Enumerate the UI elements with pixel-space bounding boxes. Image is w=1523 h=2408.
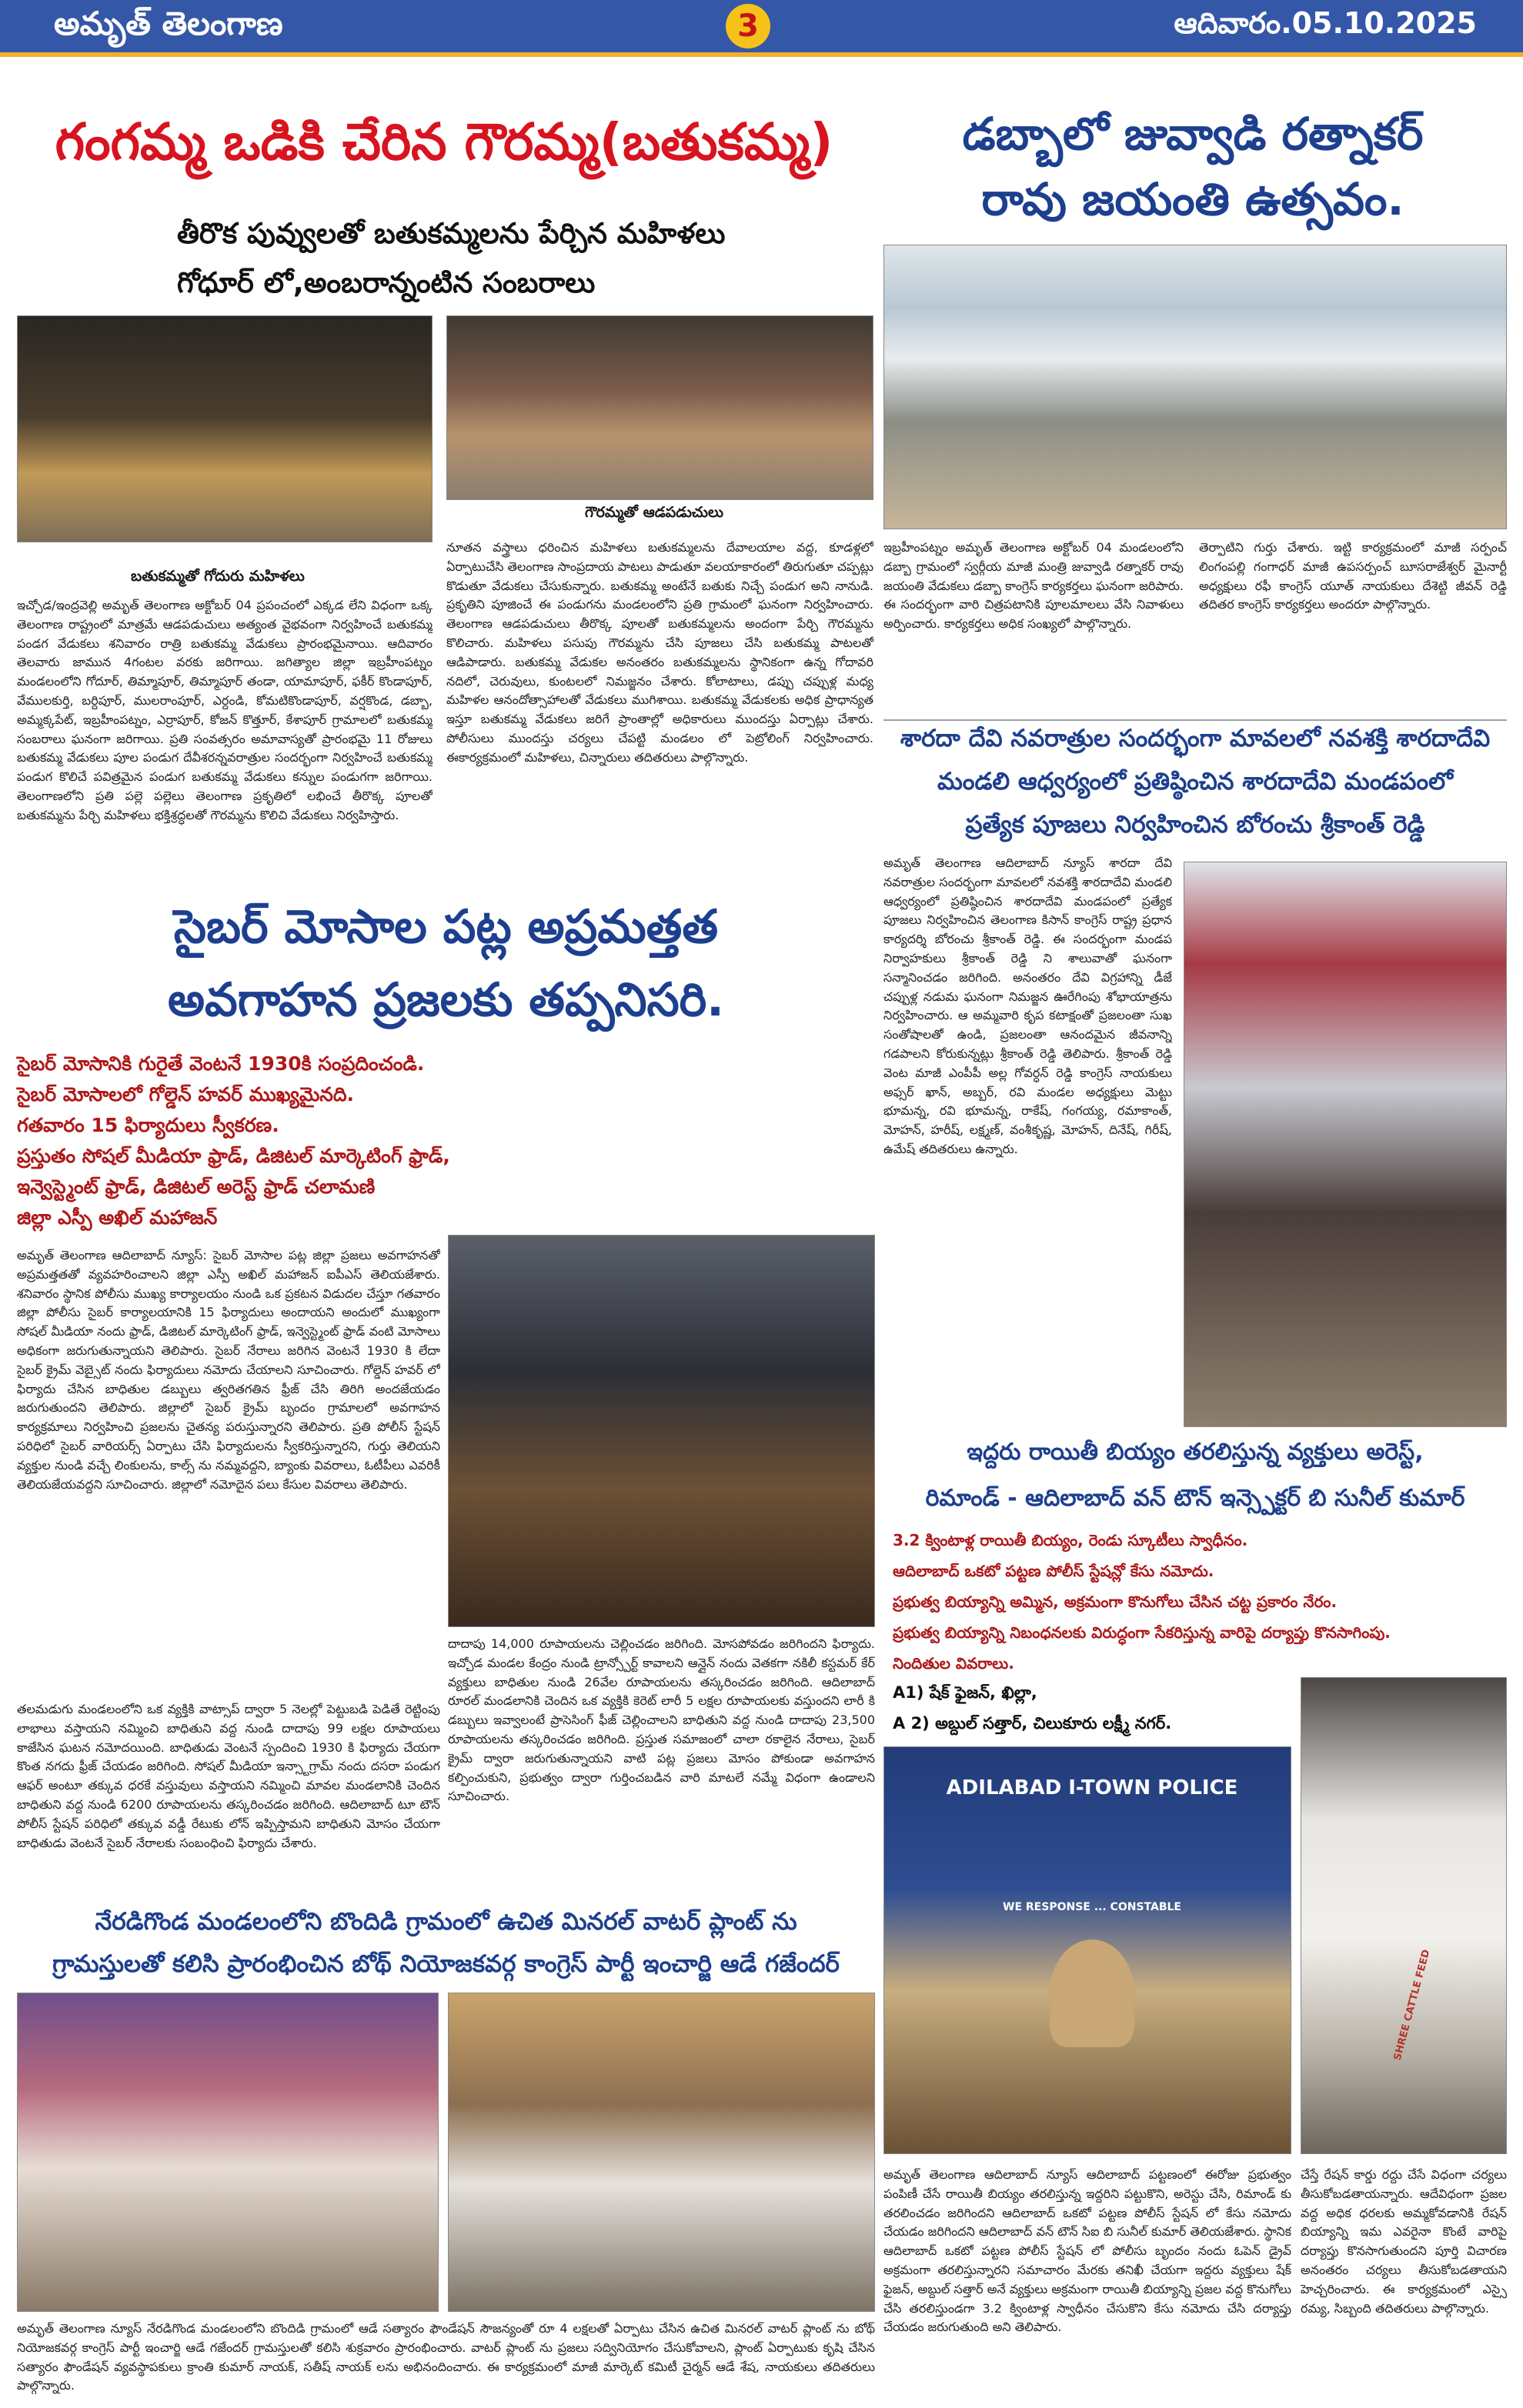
bathukamma-photo-right — [446, 315, 873, 500]
bathukamma-subhead-1: తీరొక పువ్వులతో బతుకమ్మలను పేర్చిన మహిళలు — [177, 217, 726, 250]
bathukamma-caption-left: బతుకమ్మతో గోదురు మహిళలు — [131, 568, 305, 585]
bathukamma-subhead-2: గోధూర్ లో,అంబరాన్నంటిన సంబరాలు — [177, 266, 596, 299]
water-headline-2: గ్రామస్తులతో కలిసి ప్రారంభించిన బోథ్ నియోజకవర్గ కాంగ్రెస్ పార్టీ ఇంచార్జి ఆడే గజేందర్ — [52, 1950, 840, 1978]
rice-accused-2: A 2) అబ్దుల్ సత్తార్, చిలుకూరు లక్ష్మీ నగర్. — [893, 1714, 1172, 1733]
sharadadevi-headline-3: ప్రత్యేక పూజలు నిర్వహించిన బోరంచు శ్రీకాంత్ రెడ్డి — [965, 811, 1425, 839]
cyber-point-2: సైబర్ మోసాలలో గోల్డెన్ హవర్ ముఖ్యమైనది. — [17, 1083, 354, 1106]
rice-accused-1: A1) షేక్ ఫైజన్, ఖిల్లా, — [893, 1683, 1037, 1702]
water-photo-left — [17, 1993, 439, 2312]
rice-body-right: చేస్తే రేషన్ కార్డు రద్దు చేసే విధంగా చర్యలు తీసుకోబడతాయన్నారు. ఆదేవిధంగా ప్రజల వద్ద అధిక ధరలకు అమ్మకోవడానికి రేషన్ బియ్యాన్ని ఇమ ఎవరైనా కొంటే వారిపై దర్యాప్తు కొనసాగుతుందని పూర్తి విచారణ అనంతరం చర్యలు తీసుకోబడతాయని హెచ్చరించారు. ఈ కార్యక్రమంలో ఎస్సై రమ్య, సిబ్బంది తదితరులు పాల్గొన్నారు. — [1301, 2167, 1507, 2316]
police-sign-text: ADILABAD I-TOWN POLICE — [946, 1776, 1238, 1799]
cyber-point-6: జిల్లా ఎస్పీ అఖిల్ మహాజన్ — [17, 1206, 218, 1229]
water-photo-right — [448, 1993, 875, 2312]
cyber-point-3: గతవారం 15 ఫిర్యాదులు స్వీకరణ. — [17, 1114, 279, 1136]
sharadadevi-body: అమృత్ తెలంగాణ ఆదిలాబాద్ న్యూస్ శారదా దేవి నవరాత్రుల సందర్భంగా మావలలో నవశక్తి శారదాదేవి మండలి ఆధ్వర్యంలో ప్రతిష్ఠించిన శారదాదేవి మండపంలో ప్రత్యేక పూజలు నిర్వహించిన తెలంగాణ కిసాన్ కాంగ్రెస్ రాష్ట్ర ప్రధాన కార్యదర్శి బోరంచు శ్రీకాంత్ రెడ్డి. ఈ సందర్భంగా మండప నిర్వాహకులు శ్రీకాంత్ రెడ్డి ని శాలువాతో ఘనంగా సన్మానించడం జరిగింది. అనంతరం దేవి విగ్రహాన్ని డీజే చప్పుళ్ల నడుమ ఘనంగా నిమజ్జన ఊరేగింపు శోభాయాత్రను నిర్వహించారు. ఆ అమ్మవారి కృప కటాక్షంతో ప్రజలంతా సుఖ సంతోషాలతో ఉండి, ప్రజలంతా ఆనందమైన జీవనాన్ని గడపాలని కోరుకున్నట్లు శ్రీకాంత్ రెడ్డి తెలిపారు. శ్రీకాంత్ రెడ్డి వెంట మాజీ ఎంపీపీ అల్ల గోవర్ధన్ రెడ్డి కాంగ్రెస్ నాయకులు అఫ్సర్ ఖాన్, అబ్బర్, రవి మండల అధ్యక్షులు మెట్టు భూమన్న, రవి భూమన్న, రాకేష్, గంగయ్య, రమాకాంత్, మోహన్, హరీష్, లక్ష్మణ్, వంశీకృష్ణ, మోహన్, దినేష్, గిరీష్, ఉమేష్ తదితరులు ఉన్నారు. — [883, 855, 1172, 1156]
rice-sacks-photo — [1301, 1677, 1507, 2154]
section-divider — [883, 719, 1507, 721]
bathukamma-body-right: నూతన వస్త్రాలు ధరించిన మహిళలు బతుకమ్మలను దేవాలయాల వద్ద, కూడళ్లలో ఏర్పాటుచేసి తెలంగాణ సాంప్రదాయ పాటలు పాడుతూ వలయాకారంలో తిరుగుతూ చప్పట్లు కొడుతూ వేడుకలు చేసుకున్నారు. బతుకమ్మ అంటేనే బతుకు నిచ్చే పండుగ అని నానుడి. ప్రకృతిని పూజించే ఈ పండుగను మండలంలోని ప్రతి గ్రామంలో ఘనంగా నిర్వహించారు. తెలంగాణ ఆడపడుచులు తీరొక్క పూలతో బతుకమ్మలను అందంగా పేర్చి గౌరమ్మను కొలిచారు. మహిళలు పసుపు గౌరమ్మను చేసి పూజలు చేసి బతుకమ్మ పాటలతో ఆడిపాడారు. బతుకమ్మ వేడుకల అనంతరం బతుకమ్మలను స్థానికంగా ఉన్న గోదావరి నదిలో, చెరువులు, కుంటలలో నిమజ్జనం చేశారు. కోలాటాలు, డప్పు చప్పుళ్ల మధ్య మహిళల ఆనందోత్సాహాలతో వేడుకలు ముగిశాయి. బతుకమ్మ వేడుకలకు అధిక ప్రాధాన్యత ఇస్తూ బతుకమ్మ వేడుకలు జరిగే ప్రాంతాల్లో అధికారులు ముందస్తు ఏర్పాట్లు చేశారు. పోలీసులు ముందస్తు చర్యలు చేపట్టి మండలం లో పెట్రోలింగ్ నిర్వహించారు. ఈకార్యక్రమంలో మహిళలు, చిన్నారులు తదితరులు పాల్గొన్నారు. — [446, 540, 873, 765]
police-sign-subtext: WE RESPONSE ... CONSTABLE — [1003, 1901, 1181, 1913]
cyber-point-1: సైబర్ మోసానికి గురైతే వెంటనే 1930కి సంప్రదించండి. — [17, 1052, 425, 1075]
bathukamma-photo-left — [17, 315, 433, 542]
cyber-sp-photo — [448, 1235, 875, 1627]
rice-point-5: నిందితుల వివరాలు. — [893, 1654, 1014, 1673]
water-headline-1: నేరడిగొండ మండలంలోని బొందిడి గ్రామంలో ఉచిత మినరల్ వాటర్ ప్లాంట్ ను — [95, 1908, 797, 1936]
cyber-body-right: దాదాపు 14,000 రూపాయలను చెల్లించడం జరిగింది. మోసపోవడం జరిగిందని ఫిర్యాదు. ఇచ్చోడ మండల కేంద్రం నుండి ట్రాన్స్పోర్ట్ కావాలని ఆన్లైన్ నందు వెతకగా నకిలీ కస్టమర్ కేర్ వ్యక్తులు బాధితుల నుండి 26వేల రూపాయలను తస్కరించడం జరిగింది. ఆదిలాబాద్ రూరల్ మండలానికి చెందిన ఒక వ్యక్తికి కెరెట్ లారీ 5 లక్షల రూపాయలకు వస్తుందని లారీ కి డబ్బులు ఇవ్వాలంటే ప్రాసెసింగ్ ఫీజ్ చెల్లించాలని బాధితుని వద్ద నుండి దాదాపు 23,500 రూపాయలను తస్కరించడం జరిగింది. ప్రస్తుత సమాజంలో చాలా రకాలైన నేరాలు, సైబర్ క్రైమ్ ద్వారా జరుగుతున్నాయని వాటి పట్ల ప్రజలు మోసం పోకుండా అవగాహన కల్పించుకుని, ప్రభుత్వం ద్వారా గుర్తించబడిన వారి మాటలే నమ్మే విధంగా ఉండాలని సూచించారు. — [448, 1636, 875, 1804]
rice-headline-2: రిమాండ్ - ఆదిలాబాద్ వన్ టౌన్ ఇన్స్పెక్టర్ బి సునీల్ కుమార్ — [925, 1485, 1465, 1512]
rice-point-1: 3.2 క్వింటాళ్ల రాయితీ బియ్యం, రెండు స్కూటీలు స్వాధీనం. — [893, 1531, 1248, 1549]
rice-police-photo — [883, 1746, 1291, 2154]
sharadadevi-headline-2: మండలి ఆధ్వర్యంలో ప్రతిష్ఠించిన శారదాదేవి మండపంలో — [937, 768, 1454, 795]
jayanthi-body-left: ఇబ్రహీంపట్నం అమృత్ తెలంగాణ అక్టోబర్ 04 మండలంలోని డబ్బా గ్రామంలో స్వర్గీయ మాజీ మంత్రి జువ్వాడి రత్నాకర్ రావు జయంతి వేడుకలు డబ్బా కాంగ్రెస్ కార్యకర్తలు ఘనంగా జరిపారు. ఈ సందర్భంగా వారి చిత్రపటానికి పూలమాలలు వేసి నివాళులు అర్పించారు. కార్యకర్తలు అధిక సంఖ్యలో పాల్గొన్నారు. — [883, 540, 1184, 632]
bathukamma-headline: గంగమ్మ ఒడికి చేరిన గౌరమ్మ(బతుకమ్మ) — [55, 112, 833, 172]
cyber-point-4: ప్రస్తుతం సోషల్ మీడియా ఫ్రాడ్, డిజిటల్ మార్కెటింగ్ ఫ్రాడ్, — [17, 1145, 450, 1167]
cyber-body-left: అమృత్ తెలంగాణ ఆదిలాబాద్ న్యూస్: సైబర్ మోసాల పట్ల జిల్లా ప్రజలు అవగాహనతో అప్రమత్తతతో వ్యవహరించాలని జిల్లా ఎస్పీ అఖిల్ మహాజన్ ఐపీఎస్ తెలియజేశారు. శనివారం స్థానిక పోలీసు ముఖ్య కార్యాలయం నుండి ఒక ప్రకటన విడుదల చేస్తూ గతవారం జిల్లా పోలీసు సైబర్ కార్యాలయానికి 15 ఫిర్యాదులు అందాయని అందులో ముఖ్యంగా సోషల్ మీడియా నందు ఫ్రాడ్, డిజిటల్ మార్కెటింగ్ ఫ్రాడ్, ఇన్వెస్ట్మెంట్ ఫ్రాడ్ వంటి మోసాలు అధికంగా జరుగుతున్నాయని తెలిపారు. సైబర్ నేరాలు జరిగిన వెంటనే 1930 కి లేదా సైబర్ క్రైమ్ వెబ్సైట్ నందు ఫిర్యాదులు నమోదు చేయాలని సూచించారు. గోల్డెన్ హవర్ లో ఫిర్యాదు చేసిన బాధితుల డబ్బులు త్వరితగతిన ఫ్రీజ్ చేసి తిరిగి అందజేయడం జరుగుతుందని తెలిపారు. జిల్లాలో సైబర్ క్రైమ్ బృందం గ్రామాలలో అవగాహన కార్యక్రమాలు నిర్వహించి ప్రజలను చైతన్య పరుస్తున్నారని తెలిపారు. ప్రతి పోలీస్ స్టేషన్ పరిధిలో సైబర్ వారియర్స్ ఏర్పాటు చేసి ఫిర్యాదులను స్వీకరిస్తున్నారని, గుర్తు తెలియని వ్యక్తుల నుండి వచ్చే లింకులను, కాల్స్ ను నమ్మవద్దని, బ్యాంకు వివరాలు, ఓటీపీలు ఎవరికీ తెలియజేయవద్దని సూచించారు. జిల్లాలో నమోదైన పలు కేసుల వివరాలు తెలిపారు. — [17, 1248, 440, 1492]
cyber-body-bottom: తలమడుగు మండలంలోని ఒక వ్యక్తికి వాట్సాప్ ద్వారా 5 నెలల్లో పెట్టుబడి పెడితే రెట్టింపు లాభాలు వస్తాయని నమ్మించి బాధితుని వద్ద నుండి దాదాపు 99 లక్షల రూపాయలు కాజేసిన ఘటన నమోదయింది. బాధితుడు వెంటనే స్పందించి 1930 కి ఫిర్యాదు చేయగా కొంత నగదు ఫ్రీజ్ చేయడం జరిగింది. సోషల్ మీడియా ఇన్స్టాగ్రామ్ నందు దసరా పండుగ ఆఫర్ అంటూ తక్కువ ధరకే వస్తువులు వస్తాయని నమ్మించి మావల మండలానికి చెందిన బాధితుని వద్ద నుండి 6200 రూపాయలను తస్కరించడం జరిగింది. ఆదిలాబాద్ టూ టౌన్ పోలీస్ స్టేషన్ పరిధిలో తక్కువ వడ్డీ రేటుకు లోన్ ఇప్పిస్తామని బాధితుని మోసం చేయగా బాధితుడు వెంటనే సైబర్ నేరాలకు సంబంధించి ఫిర్యాదు చేశారు. — [17, 1702, 440, 1850]
page-number-badge: 3 — [726, 4, 770, 48]
rice-point-2: ఆదిలాబాద్ ఒకటో పట్టణ పోలీస్ స్టేషన్లో కేసు నమోదు. — [893, 1562, 1214, 1580]
water-body: అమృత్ తెలంగాణ న్యూస్ నేరడిగొండ మండలంలోని బొందిడి గ్రామంలో ఆడే సత్యారం ఫౌండేషన్ సౌజన్యంతో రూ 4 లక్షలతో ఏర్పాటు చేసిన ఉచిత మినరల్ వాటర్ ప్లాంట్ ను బోథ్ నియోజకవర్గ కాంగ్రెస్ పార్టీ ఇంచార్జి ఆడే గజేందర్ గ్రామస్తులతో కలిసి శుక్రవారం ప్రారంభించారు. వాటర్ ప్లాంట్ ను ప్రజలు సద్వినియోగం చేసుకోవాలని, ప్లాంట్ ఏర్పాటుకు కృషి చేసిన సత్యారం ఫౌండేషన్ వ్యవస్థాపకులు క్రాంతి కుమార్ నాయక్, సతీష్ నాయక్ లను అభినందించారు. ఈ కార్యక్రమంలో మాజీ మార్కెట్ కమిటీ చైర్మన్ ఆడే శేష, నాయకులు తదితరులు పాల్గొన్నారు. — [17, 2321, 875, 2393]
jayanthi-photo — [883, 245, 1507, 529]
rice-point-3: ప్రభుత్వ బియ్యాన్ని అమ్మిన, అక్రమంగా కొనుగోలు చేసిన చట్ట ప్రకారం నేరం. — [893, 1593, 1338, 1611]
rice-body: అమృత్ తెలంగాణ ఆదిలాబాద్ న్యూస్ ఆదిలాబాద్ పట్టణంలో ఈరోజు ప్రభుత్వం పంపిణీ చేసే రాయితీ బియ్యం తరలిస్తున్న ఇద్దరిని పట్టుకొని, అరెస్టు చేసి, రిమాండ్ కు తరలించడం జరిగిందని ఆదిలాబాద్ ఒకటో పట్టణ పోలీస్ స్టేషన్ లో కేసు నమోదు చేయడం జరిగిందని ఆదిలాబాద్ వన్ టౌన్ సిఐ బి సునీల్ కుమార్ తెలియజేశారు. స్థానిక ఆదిలాబాద్ ఒకటో పట్టణ పోలీస్ స్టేషన్ లో పోలీసు బృందం నందు ఓపెన్ డ్రైవ్ అక్రమంగా తరలిస్తున్నారని సమాచారం మేరకు తనిఖీ చేయగా ఇద్దరు వ్యక్తులు షేక్ ఫైజన్, అబ్దుల్ సత్తార్ అనే వ్యక్తులు అక్రమంగా రాయితీ బియ్యాన్ని ప్రజల వద్ద కొనుగోలు చేసి తరలిస్తుండగా 3.2 క్వింటాళ్ల స్వాధీనం చేసుకొని కేసు నమోదు చేసి దర్యాప్తు చేయడం జరుగుతుంది అని తెలిపారు. — [883, 2167, 1291, 2335]
sharadadevi-photo — [1184, 862, 1507, 1427]
cyber-headline-2: అవగాహన ప్రజలకు తప్పనిసరి. — [168, 973, 724, 1027]
sharadadevi-headline-1: శారదా దేవి నవరాత్రుల సందర్భంగా మావలలో నవశక్తి శారదాదేవి — [900, 725, 1491, 752]
jayanthi-headline-2: రావు జయంతి ఉత్సవం. — [981, 173, 1404, 225]
officer-figure — [1050, 1939, 1134, 2047]
bathukamma-body-left: ఇచ్చోడ/ఇంద్రవెల్లి అమృత్ తెలంగాణ అక్టోబర్ 04 ప్రపంచంలో ఎక్కడ లేని విధంగా ఒక్క తెలంగాణ రాష్ట్రంలో మాత్రమే ఆడపడుచులు అత్యంత వైభవంగా నిర్వహించే బతుకమ్మ పండగ వేడుకలు శనివారం రాత్రి బతుకమ్మ వేడుకలు ప్రారంభమైనాయి. ఆదివారం తెలవారు జామున 4గంటల వరకు జరిగాయి. జగిత్యాల జిల్లా ఇబ్రహీంపట్నం మండలంలోని గోదూర్, తిమ్మాపూర్, తిమ్మాపూర్ తండా, యామాపూర్, ఫకీర్ కొండాపూర్, వేములకుర్తి, బర్దిపూర్, ములరాంపూర్, ఎర్దండి, కోమటికొండాపూర్, వర్షకొండ, డబ్బా, అమ్మక్కపేట్, ఇబ్రహీంపట్నం, ఎర్రాపూర్, కోజన్ కొత్తూర్, కేశాపూర్ గ్రామాలలో బతుకమ్మ సంబరాలు ఘనంగా జరిగాయి. ప్రతి సంవత్సరం అమావాస్యతో ప్రారంభమై 11 రోజులు బతుకమ్మ వేడుకలు పూల పండుగ దేవీశరన్నవరాత్రుల సందర్భంగా నిర్వహించే బతుకమ్మ పండుగ కొలిచే పవిత్రమైన పండుగ బతుకమ్మ వేడుకలు కన్నుల పండుగగా జరిగాయి. తెలంగాణలోని ప్రతి పల్లె పల్లెలు తెలంగాణ ప్రకృతిలో లభించే తీరొక్క పూలతో బతుకమ్మను పేర్చి మహిళలు భక్తిశ్రద్ధలతో గౌరమ్మను కొలిచి వేడుకలు నిర్వహిస్తారు. — [17, 598, 433, 822]
cyber-headline-1: సైబర్ మోసాల పట్ల అప్రమత్తత — [173, 900, 719, 954]
masthead-stripe — [0, 52, 1523, 57]
bathukamma-caption-right: గౌరమ్మతో ఆడపడుచులు — [585, 504, 723, 521]
cyber-point-5: ఇన్వెస్ట్మెంట్ ఫ్రాడ్, డిజిటల్ అరెస్ట్ ఫ్రాడ్ చలామణి — [17, 1176, 376, 1198]
jayanthi-body-right: తెర్పాటిని గుర్తు చేశారు. ఇట్టి కార్యక్రమంలో మాజీ సర్పంచ్ లింగంపల్లి గంగాధర్ మాజీ ఉపసర్పంచ్ బూసరాజేశ్వర్ మైనార్టీ అధ్యక్షులు రఫీ కాంగ్రెస్ యూత్ నాయకులు దేశెట్టి జీవన్ రెడ్డి తదితర కాంగ్రెస్ కార్యకర్తలు అందరూ పాల్గొన్నారు. — [1199, 540, 1507, 612]
rice-headline-1: ఇద్దరు రాయితీ బియ్యం తరలిస్తున్న వ్యక్తులు అరెస్ట్, — [967, 1439, 1424, 1466]
paper-name: అమృత్ తెలంగాణ — [54, 5, 283, 42]
sack-print-text: SHREE CATTLE FEED — [1391, 1948, 1433, 2062]
issue-date: ఆదివారం.05.10.2025 — [1174, 6, 1477, 40]
jayanthi-headline-1: డబ్బాలో జువ్వాడి రత్నాకర్ — [962, 108, 1424, 160]
rice-point-4: ప్రభుత్వ బియ్యాన్ని నిబంధనలకు విరుద్ధంగా సేకరిస్తున్న వారిపై దర్యాప్తు కొనసాగింపు. — [893, 1623, 1391, 1642]
